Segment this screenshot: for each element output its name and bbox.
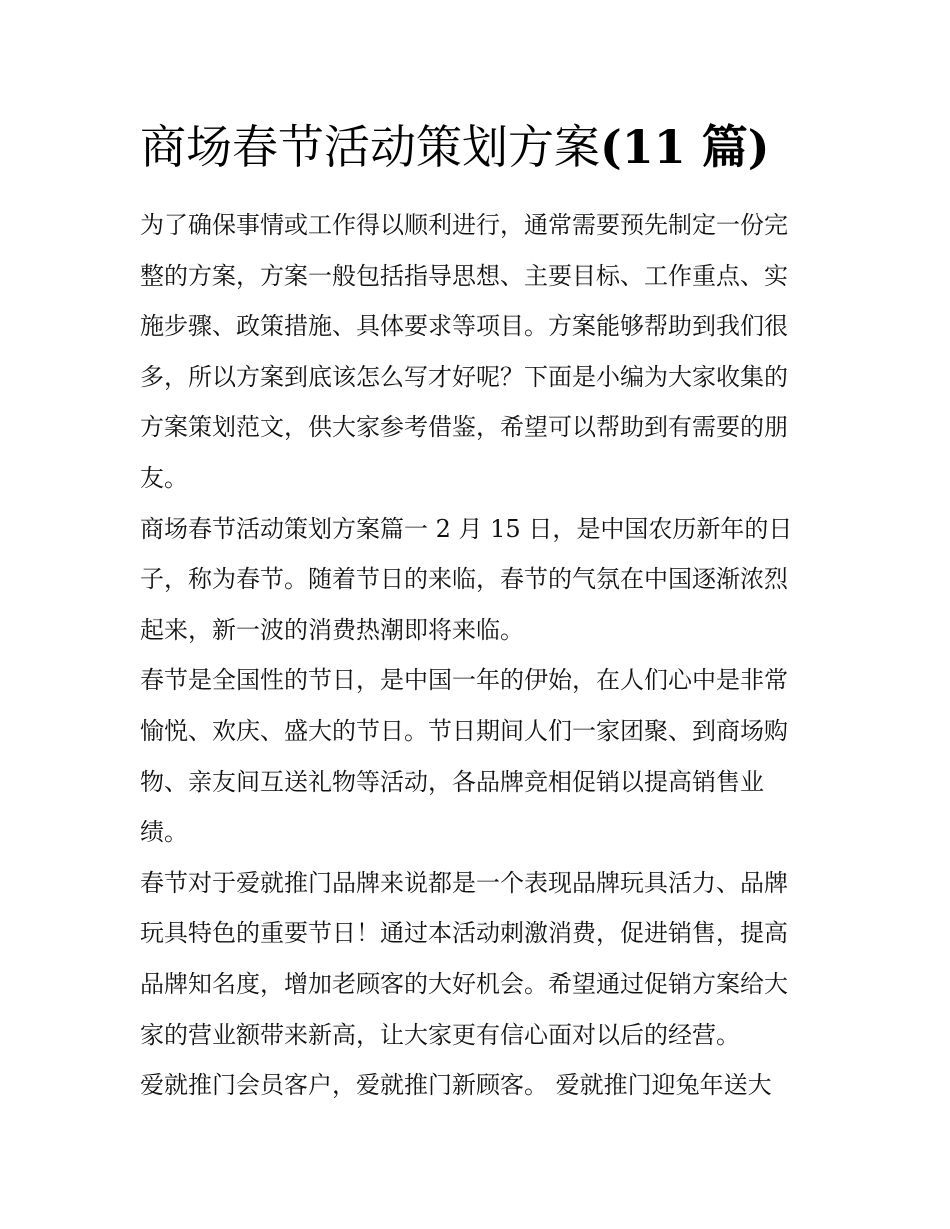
text-line: 友。 bbox=[140, 463, 188, 492]
text-line: 家的营业额带来新高，让大家更有信心面对以后的经营。 bbox=[140, 1020, 740, 1049]
text-line: 绩。 bbox=[140, 818, 188, 847]
paragraph-intro bbox=[140, 200, 820, 504]
paragraph-spring-festival bbox=[140, 655, 820, 857]
paragraph-brand bbox=[140, 858, 820, 1060]
text-line: 玩具特色的重要节日！通过本活动刺激消费，促进销售，提高 bbox=[140, 919, 788, 948]
document-body bbox=[140, 200, 820, 1111]
text-line: 品牌知名度，增加老顾客的大好机会。希望通过促销方案给大 bbox=[140, 969, 788, 998]
paragraph-members bbox=[140, 1060, 820, 1111]
text-line: 施步骤、政策措施、具体要求等项目。方案能够帮助到我们很 bbox=[140, 312, 788, 341]
paragraph-section-one bbox=[140, 504, 820, 656]
text-line: 春节对于爱就推门品牌来说都是一个表现品牌玩具活力、品牌 bbox=[140, 868, 788, 897]
text-line: 方案策划范文，供大家参考借鉴，希望可以帮助到有需要的朋 bbox=[140, 413, 788, 442]
document-title-text: 商场春节活动策划方案 bbox=[140, 120, 600, 174]
text-line: 多，所以方案到底该怎么写才好呢？下面是小编为大家收集的 bbox=[140, 362, 788, 391]
document-title-count: (11 篇) bbox=[600, 120, 770, 174]
text-line: 起来，新一波的消费热潮即将来临。 bbox=[140, 615, 524, 644]
text-line: 物、亲友间互送礼物等活动，各品牌竞相促销以提高销售业 bbox=[140, 767, 764, 796]
document-title bbox=[140, 116, 840, 178]
text-line: 爱就推门会员客户，爱就推门新顾客。 爱就推门迎兔年送大 bbox=[140, 1071, 772, 1100]
text-line: 春节是全国性的节日，是中国一年的伊始，在人们心中是非常 bbox=[140, 666, 788, 695]
text-line: 为了确保事情或工作得以顺利进行，通常需要预先制定一份完 bbox=[140, 211, 788, 239]
text-line: 商场春节活动策划方案篇一 2 月 15 日，是中国农历新年的日 bbox=[140, 514, 793, 543]
text-line: 整的方案，方案一般包括指导思想、主要目标、工作重点、实 bbox=[140, 261, 788, 290]
text-line: 愉悦、欢庆、盛大的节日。节日期间人们一家团聚、到商场购 bbox=[140, 716, 788, 745]
text-line: 子，称为春节。随着节日的来临，春节的气氛在中国逐渐浓烈 bbox=[140, 565, 788, 594]
